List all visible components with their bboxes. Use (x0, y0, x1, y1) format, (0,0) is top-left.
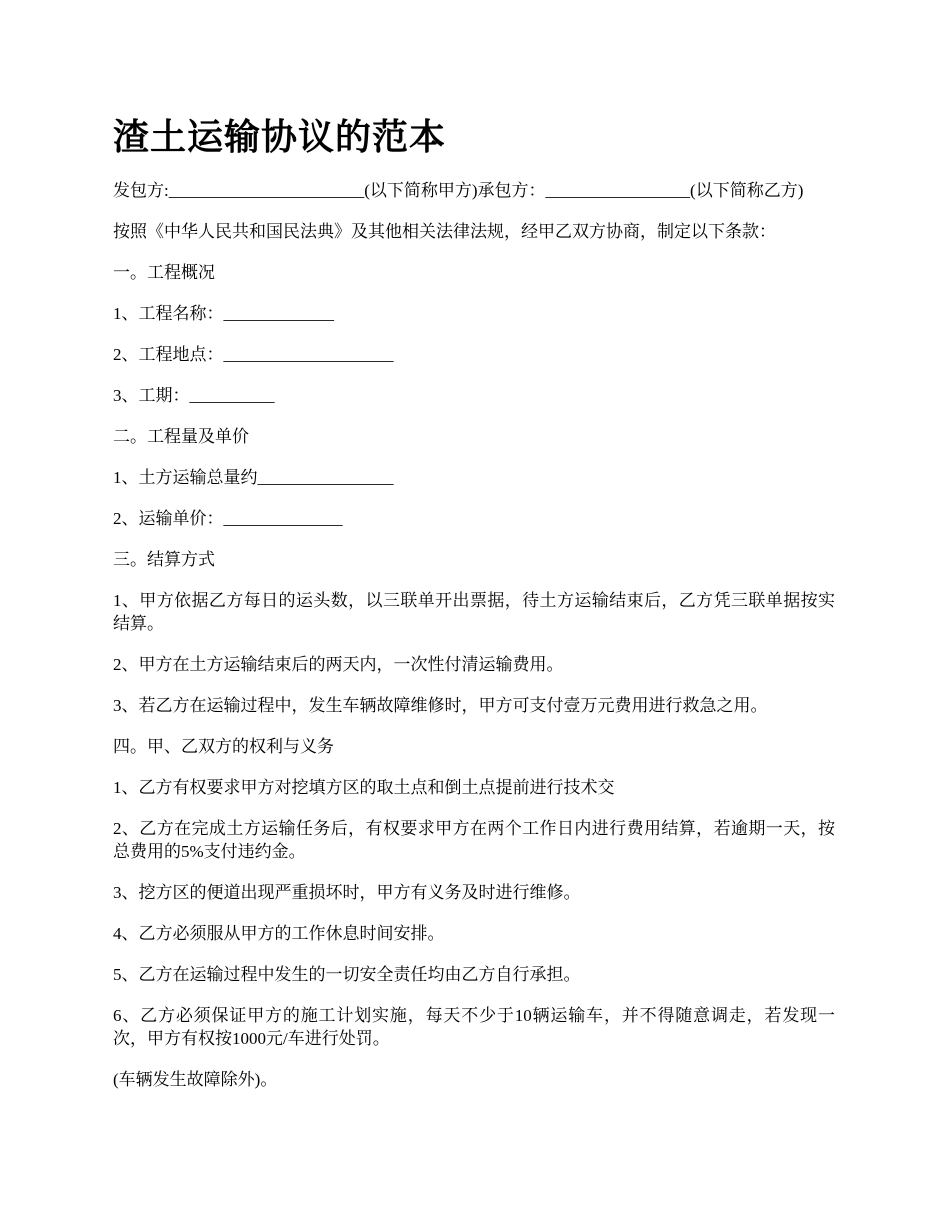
rights-clause-1: 1、乙方有权要求甲方对挖填方区的取土点和倒土点提前进行技术交 (113, 778, 615, 797)
section-heading-2: 二。工程量及单价 (113, 427, 249, 446)
rights-clause-3: 3、挖方区的便道出现严重损坏时，甲方有义务及时进行维修。 (113, 883, 581, 902)
settlement-clause-3: 3、若乙方在运输过程中，发生车辆故障维修时，甲方可支付壹万元费用进行救急之用。 (113, 696, 768, 715)
rights-clause-5: 5、乙方在运输过程中发生的一切安全责任均由乙方自行承担。 (113, 965, 581, 984)
settlement-clause-2: 2、甲方在土方运输结束后的两天内，一次性付清运输费用。 (113, 655, 564, 674)
rights-clause-6: 6、乙方必须保证甲方的施工计划实施，每天不少于10辆运输车，并不得随意调走，若发现一次，甲方有权按1000元/车进行处罚。 (113, 1006, 835, 1048)
project-duration-line: 3、工期：__________ (113, 386, 275, 405)
section-heading-3: 三。结算方式 (113, 550, 215, 569)
preamble: 按照《中华人民共和国民法典》及其他相关法律法规，经甲乙双方协商，制定以下条款： (113, 222, 776, 241)
unit-price-line: 2、运输单价：______________ (113, 509, 343, 528)
project-location-line: 2、工程地点：____________________ (113, 345, 394, 364)
document-page (113, 112, 835, 1109)
settlement-clause-1: 1、甲方依据乙方每日的运头数，以三联单开出票据，待土方运输结束后，乙方凭三联单据按实结算。 (113, 591, 835, 633)
parties-line: 发包方:_______________________(以下简称甲方)承包方：_________________(以下简称乙方) (113, 181, 804, 200)
project-name-line: 1、工程名称：_____________ (113, 304, 334, 323)
rights-clause-4: 4、乙方必须服从甲方的工作休息时间安排。 (113, 924, 445, 943)
rights-clause-6-note: (车辆发生故障除外)。 (113, 1070, 278, 1089)
total-volume-line: 1、土方运输总量约________________ (113, 468, 394, 487)
rights-clause-2: 2、乙方在完成土方运输任务后，有权要求甲方在两个工作日内进行费用结算，若逾期一天，按总费用的5%支付违约金。 (113, 819, 835, 861)
section-heading-1: 一。工程概况 (113, 263, 215, 282)
section-heading-4: 四。甲、乙双方的权利与义务 (113, 737, 334, 756)
document-title: 渣土运输协议的范本 (113, 117, 447, 157)
